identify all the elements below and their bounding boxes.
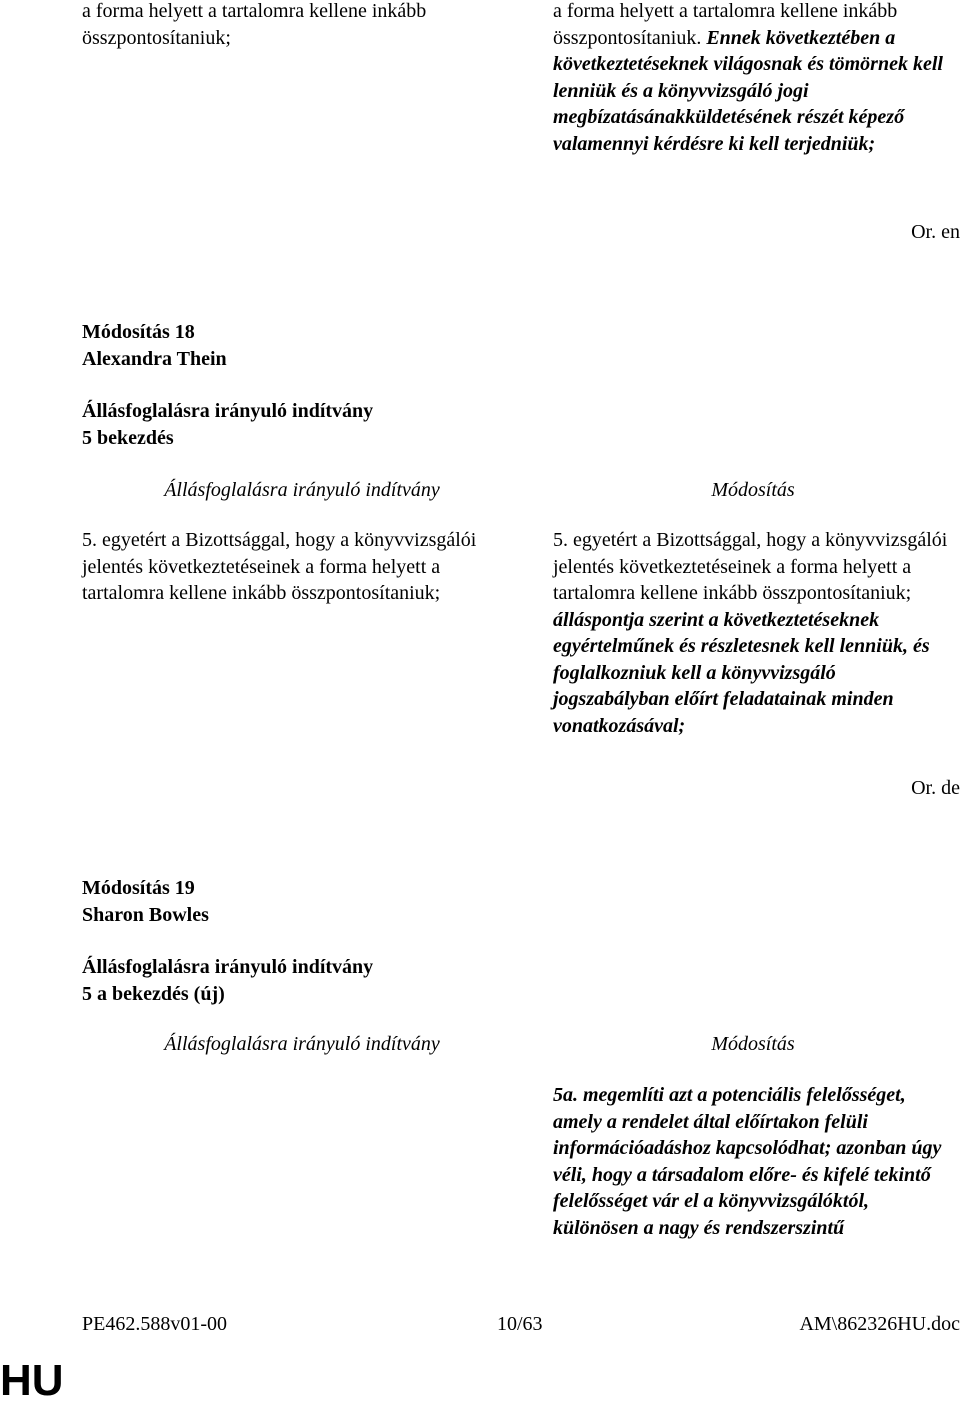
orig-lang-en: Or. en: [911, 221, 960, 243]
footer-doc-ref: PE462.588v01-00: [82, 1313, 227, 1335]
amendment-18-left-text: 5. egyetért a Bizottsággal, hogy a könyvvizsgálói jelentés következtetéseinek a forma helyett a tartalomra kellene inkább összpontosítaniuk;: [82, 529, 477, 604]
amendment-18-author: Alexandra Thein: [82, 348, 227, 370]
orig-lang-de: Or. de: [911, 777, 960, 799]
footer-file-name: AM\862326HU.doc: [799, 1313, 960, 1335]
amendment-18-right-text: [553, 527, 953, 739]
amendment-18-number: Módosítás 18: [82, 321, 195, 343]
amendment-18-right-emph: álláspontja szerint a következtetéseknek egyértelműnek és részletesnek kell lenniük, és foglalkozniuk kell a könyvvizsgáló jogszabályban előírt feladatainak minden vonatkozásával;: [553, 608, 930, 737]
top-left-text: a forma helyett a tartalomra kellene inkább összpontosítaniuk;: [82, 0, 427, 49]
top-right-plain: a forma helyett a tartalomra kellene inkább összpontosítaniuk.: [553, 0, 898, 49]
amendment-18-ref: 5 bekezdés: [82, 427, 174, 449]
amendment-19-col-left-header: Állásfoglalásra irányuló indítvány: [164, 1033, 440, 1055]
footer-language-code: HU: [0, 1356, 64, 1405]
amendment-19-right-text: 5a. megemlíti azt a potenciális felelősséget, amely a rendelet által előírtakon felüli információadáshoz kapcsolódhat; azonban úgy véli, hogy a társadalom előre- és kifelé tekintő felelősséget vár el a könyvvizsgálóktól, különösen a nagy és rendszerszintű: [553, 1084, 942, 1239]
top-right-emph: Ennek következtében a következtetéseknek világosnak és tömörnek kell lenniük és a könyvvizsgáló jogi megbízatásánakküldetésének részét képező valamennyi kérdésre ki kell terjedniük;: [553, 26, 943, 155]
top-right-text: [553, 0, 960, 157]
amendment-18-doc-type: Állásfoglalásra irányuló indítvány: [82, 400, 374, 422]
amendment-18-col-left-header: Állásfoglalásra irányuló indítvány: [164, 479, 440, 501]
amendment-18-col-right-header: Módosítás: [711, 479, 795, 501]
footer-page-number: 10/63: [497, 1313, 543, 1335]
amendment-19-col-right-header: Módosítás: [711, 1033, 795, 1055]
amendment-18-right-plain: 5. egyetért a Bizottsággal, hogy a könyvvizsgálói jelentés következtetéseinek a forma helyett a tartalomra kellene inkább összpontosítaniuk;: [553, 529, 948, 604]
amendment-19-doc-type: Állásfoglalásra irányuló indítvány: [82, 956, 374, 978]
amendment-19-ref: 5 a bekezdés (új): [82, 983, 225, 1005]
amendment-19-number: Módosítás 19: [82, 877, 195, 899]
amendment-19-author: Sharon Bowles: [82, 904, 209, 926]
